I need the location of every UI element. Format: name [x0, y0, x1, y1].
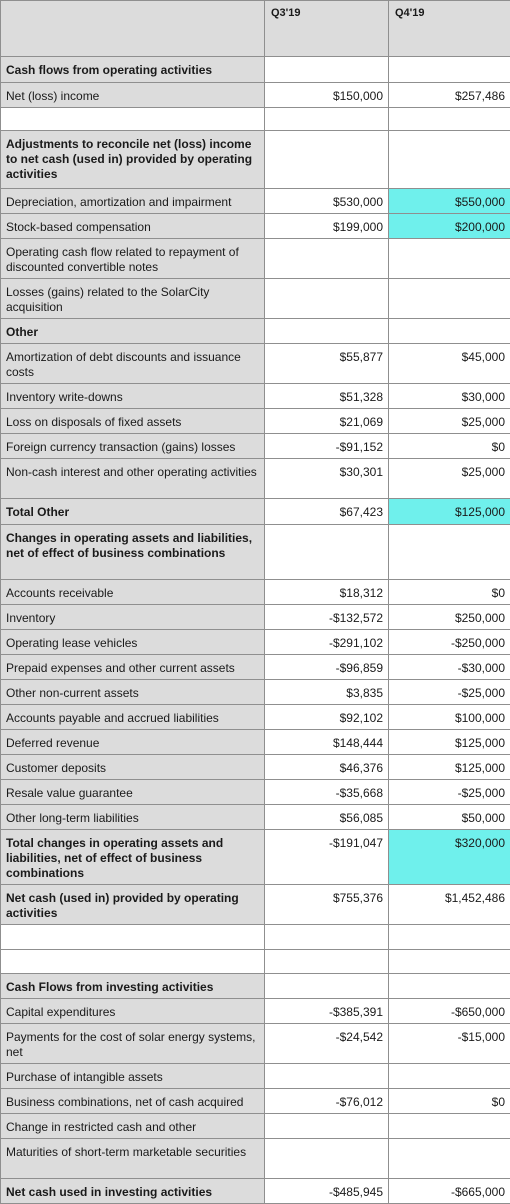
row-label: Amortization of debt discounts and issuance costs	[1, 344, 265, 384]
row-label: Total changes in operating assets and liabilities, net of effect of business combinations	[1, 830, 265, 885]
table-row	[1, 384, 510, 409]
row-label	[1, 108, 265, 131]
q3-value: -$91,152	[265, 434, 389, 459]
q3-value: $530,000	[265, 189, 389, 214]
q3-value	[265, 525, 389, 580]
q4-value	[389, 279, 510, 319]
row-label: Purchase of intangible assets	[1, 1064, 265, 1089]
table-row	[1, 1024, 510, 1064]
table-row	[1, 214, 510, 239]
q3-value: -$291,102	[265, 630, 389, 655]
q3-value: $21,069	[265, 409, 389, 434]
table-row	[1, 755, 510, 780]
row-label: Net (loss) income	[1, 83, 265, 108]
row-label: Resale value guarantee	[1, 780, 265, 805]
row-label: Stock-based compensation	[1, 214, 265, 239]
q3-value	[265, 974, 389, 999]
row-label: Capital expenditures	[1, 999, 265, 1024]
header-blank-cell	[1, 1, 265, 57]
q3-value: -$96,859	[265, 655, 389, 680]
q4-value: $0	[389, 580, 510, 605]
q3-value	[265, 279, 389, 319]
spacer-row	[1, 925, 510, 950]
table-row	[1, 83, 510, 108]
q3-value: -$24,542	[265, 1024, 389, 1064]
row-label: Cash Flows from investing activities	[1, 974, 265, 999]
row-label: Customer deposits	[1, 755, 265, 780]
q4-value: $125,000	[389, 499, 510, 525]
table-row	[1, 57, 510, 83]
row-label: Accounts payable and accrued liabilities	[1, 705, 265, 730]
row-label: Prepaid expenses and other current assets	[1, 655, 265, 680]
header-row	[1, 1, 510, 57]
q3-value: $51,328	[265, 384, 389, 409]
q3-value: $67,423	[265, 499, 389, 525]
q4-value: $45,000	[389, 344, 510, 384]
table-row	[1, 1064, 510, 1089]
q3-value	[265, 108, 389, 131]
table-row	[1, 730, 510, 755]
table-row	[1, 630, 510, 655]
row-label: Cash flows from operating activities	[1, 57, 265, 83]
q4-value	[389, 525, 510, 580]
table-row	[1, 885, 510, 925]
q4-value: $25,000	[389, 459, 510, 499]
header-q3: Q3'19	[265, 1, 389, 57]
table-row	[1, 974, 510, 999]
q4-value: -$650,000	[389, 999, 510, 1024]
table-row	[1, 830, 510, 885]
row-label	[1, 925, 265, 950]
table-row	[1, 131, 510, 189]
q3-value: -$35,668	[265, 780, 389, 805]
q4-value: $0	[389, 434, 510, 459]
table-row	[1, 239, 510, 279]
q4-value: $125,000	[389, 730, 510, 755]
q3-value	[265, 57, 389, 83]
q4-value	[389, 925, 510, 950]
q4-value: -$30,000	[389, 655, 510, 680]
row-label: Other non-current assets	[1, 680, 265, 705]
q4-value: $550,000	[389, 189, 510, 214]
q3-value	[265, 950, 389, 974]
row-label: Payments for the cost of solar energy systems, net	[1, 1024, 265, 1064]
row-label: Other long-term liabilities	[1, 805, 265, 830]
q3-value: $199,000	[265, 214, 389, 239]
table-row	[1, 459, 510, 499]
q3-value	[265, 1139, 389, 1179]
table-row	[1, 680, 510, 705]
q3-value: -$76,012	[265, 1089, 389, 1114]
q4-value	[389, 57, 510, 83]
q4-value: $30,000	[389, 384, 510, 409]
table-row	[1, 655, 510, 680]
table-row	[1, 525, 510, 580]
row-label: Change in restricted cash and other	[1, 1114, 265, 1139]
q4-value: $125,000	[389, 755, 510, 780]
q3-value: $30,301	[265, 459, 389, 499]
q3-value: $46,376	[265, 755, 389, 780]
row-label	[1, 950, 265, 974]
row-label: Adjustments to reconcile net (loss) income to net cash (used in) provided by operating activities	[1, 131, 265, 189]
q4-value	[389, 108, 510, 131]
q4-value: -$25,000	[389, 680, 510, 705]
table-row	[1, 580, 510, 605]
row-label: Operating lease vehicles	[1, 630, 265, 655]
q4-value: $320,000	[389, 830, 510, 885]
table-row	[1, 705, 510, 730]
spacer-row	[1, 108, 510, 131]
row-label: Business combinations, net of cash acquired	[1, 1089, 265, 1114]
row-label: Inventory write-downs	[1, 384, 265, 409]
table-row	[1, 1089, 510, 1114]
q4-value	[389, 950, 510, 974]
q3-value: $55,877	[265, 344, 389, 384]
q3-value: -$485,945	[265, 1179, 389, 1204]
q3-value: -$191,047	[265, 830, 389, 885]
q4-value: $100,000	[389, 705, 510, 730]
table-row	[1, 434, 510, 459]
row-label: Net cash used in investing activities	[1, 1179, 265, 1204]
q4-value	[389, 1114, 510, 1139]
q4-value: $250,000	[389, 605, 510, 630]
q3-value: $92,102	[265, 705, 389, 730]
row-label: Deferred revenue	[1, 730, 265, 755]
table-row	[1, 605, 510, 630]
q4-value: -$250,000	[389, 630, 510, 655]
row-label: Inventory	[1, 605, 265, 630]
q3-value	[265, 319, 389, 344]
row-label: Depreciation, amortization and impairment	[1, 189, 265, 214]
q4-value	[389, 1139, 510, 1179]
q4-value: $25,000	[389, 409, 510, 434]
row-label: Accounts receivable	[1, 580, 265, 605]
row-label: Operating cash flow related to repayment of discounted convertible notes	[1, 239, 265, 279]
q3-value: $3,835	[265, 680, 389, 705]
table-row	[1, 319, 510, 344]
q4-value: $1,452,486	[389, 885, 510, 925]
spacer-row	[1, 950, 510, 974]
q4-value: $0	[389, 1089, 510, 1114]
q3-value	[265, 239, 389, 279]
q3-value	[265, 1114, 389, 1139]
row-label: Net cash (used in) provided by operating activities	[1, 885, 265, 925]
q3-value: $755,376	[265, 885, 389, 925]
table-row	[1, 409, 510, 434]
table-row	[1, 1179, 510, 1204]
q3-value: -$385,391	[265, 999, 389, 1024]
table-row	[1, 1139, 510, 1179]
q4-value: -$15,000	[389, 1024, 510, 1064]
row-label: Maturities of short-term marketable securities	[1, 1139, 265, 1179]
q3-value	[265, 131, 389, 189]
table-row	[1, 999, 510, 1024]
row-label: Changes in operating assets and liabilities, net of effect of business combinations	[1, 525, 265, 580]
row-label: Non-cash interest and other operating activities	[1, 459, 265, 499]
q3-value	[265, 925, 389, 950]
q3-value: $18,312	[265, 580, 389, 605]
q3-value	[265, 1064, 389, 1089]
q3-value: $150,000	[265, 83, 389, 108]
q3-value: $148,444	[265, 730, 389, 755]
q4-value	[389, 239, 510, 279]
table-row	[1, 279, 510, 319]
table-row	[1, 780, 510, 805]
q3-value: $56,085	[265, 805, 389, 830]
table-row	[1, 1114, 510, 1139]
row-label: Loss on disposals of fixed assets	[1, 409, 265, 434]
row-label: Foreign currency transaction (gains) losses	[1, 434, 265, 459]
row-label: Total Other	[1, 499, 265, 525]
table-row	[1, 805, 510, 830]
q4-value	[389, 974, 510, 999]
q4-value	[389, 131, 510, 189]
q3-value: -$132,572	[265, 605, 389, 630]
q4-value: $257,486	[389, 83, 510, 108]
table-row	[1, 344, 510, 384]
q4-value	[389, 319, 510, 344]
q4-value: -$25,000	[389, 780, 510, 805]
row-label: Other	[1, 319, 265, 344]
q4-value: -$665,000	[389, 1179, 510, 1204]
q4-value: $50,000	[389, 805, 510, 830]
row-label: Losses (gains) related to the SolarCity acquisition	[1, 279, 265, 319]
q4-value: $200,000	[389, 214, 510, 239]
table-row	[1, 499, 510, 525]
header-q4: Q4'19	[389, 1, 510, 57]
table-row	[1, 189, 510, 214]
q4-value	[389, 1064, 510, 1089]
